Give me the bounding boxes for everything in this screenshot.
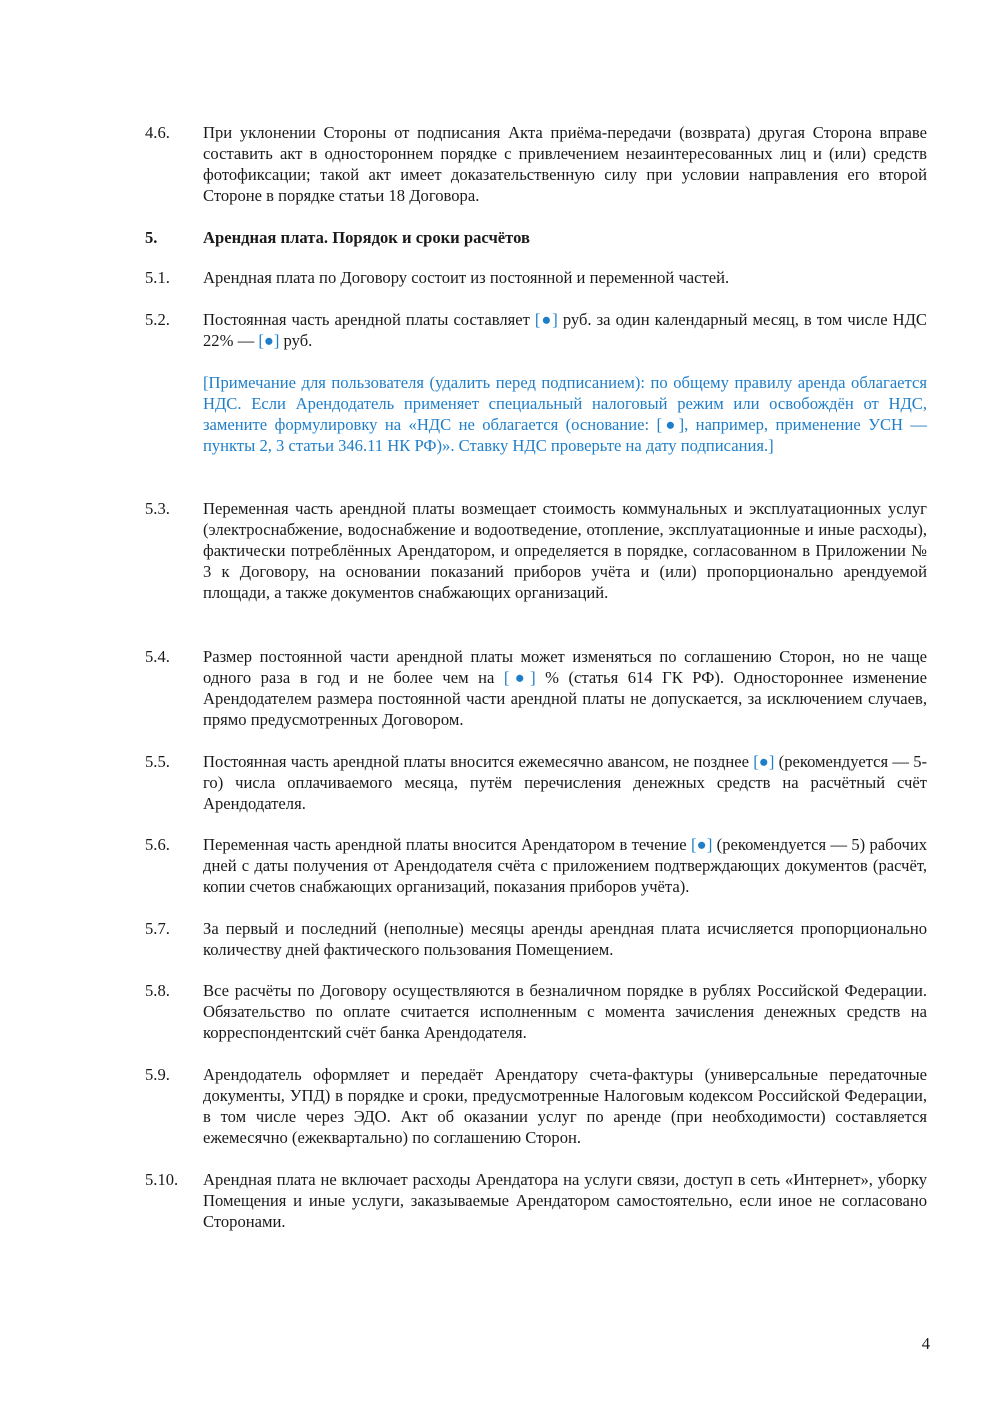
user-note-vat: [Примечание для пользователя (удалить перед подписанием): по общему правилу аренда облагается НДС. Если Арендодатель применяет специальный налоговый режим или освобождён от НДС, замените формулировку на «НДС не облагается (основание: [●], например, применение УСН — пункты 2, 3 статьи 346.11 НК РФ)». Ставку НДС проверьте на дату подписания.] (203, 373, 927, 455)
clause-text (203, 309, 927, 351)
clause-text: За первый и последний (неполные) месяцы аренды арендная плата исчисляется пропорционально количеству дней фактического пользования Помещением. (203, 919, 927, 959)
text-part: руб. за один календарный месяц, в том числе НДС 22% — (203, 310, 927, 350)
page-number: 4 (921, 1334, 930, 1353)
clause-text: Арендная плата не включает расходы Арендатора на услуги связи, доступ в сеть «Интернет», уборку Помещения и иные услуги, заказываемые Арендатором самостоятельно, если иное не согласовано Сторонами. (203, 1170, 927, 1231)
clause-5-5 (145, 751, 927, 814)
clause-number: 5.8. (145, 981, 170, 1000)
clause-4-6 (145, 122, 927, 206)
text-part: Постоянная часть арендной платы составляет (203, 310, 535, 329)
text-part: Размер постоянной части арендной платы может изменяться по соглашению Сторон, но не чаще одного раза в год и не более чем на (203, 647, 927, 687)
clause-text: Все расчёты по Договору осуществляются в безналичном порядке в рублях Российской Федерации. Обязательство по оплате считается исполненным с момента зачисления денежных средств на корреспондентский счёт банка Арендодателя. (203, 981, 927, 1042)
placeholder-marker: [●] (534, 310, 558, 329)
clause-number: 5.5. (145, 752, 170, 771)
clause-text: Переменная часть арендной платы возмещает стоимость коммунальных и эксплуатационных услуг (электроснабжение, водоснабжение и водоотведение, отопление, эксплуатационные и иные расходы), фактически потреблённых Арендатором, и определяется в порядке, согласованном в Приложении № 3 к Договору, на основании показаний приборов учёта и (или) пропорционально арендуемой площади, а также документов снабжающих организаций. (203, 499, 927, 602)
placeholder-marker: [●] (690, 835, 713, 854)
clause-5-8 (145, 980, 927, 1043)
clause-text (203, 751, 927, 814)
clause-number: 5.10. (145, 1170, 179, 1189)
clause-5-1 (145, 267, 927, 288)
text-part: % (статья 614 ГК РФ). Одностороннее изменение Арендодателем размера постоянной части арендной платы не допускается, за исключением случаев, прямо предусмотренных Договором. (203, 668, 928, 729)
clause-number: 5.6. (145, 835, 170, 854)
clause-5-10 (145, 1169, 927, 1232)
text-part: (рекомендуется — 5-го) числа оплачиваемого месяца, путём перечисления денежных средств на расчётный счёт Арендодателя. (203, 752, 928, 813)
clause-number: 5.4. (145, 647, 170, 666)
clause-text: При уклонении Стороны от подписания Акта приёма-передачи (возврата) другая Сторона вправе составить акт в одностороннем порядке с привлечением незаинтересованных лиц и (или) средств фотофиксации; такой акт имеет доказательственную силу при условии направления его второй Стороне в порядке статьи 18 Договора. (203, 123, 927, 205)
clause-5-9 (145, 1064, 927, 1148)
placeholder-marker: [●] (503, 668, 536, 687)
clause-number: 4.6. (145, 123, 170, 142)
clause-text (203, 834, 927, 897)
clause-number: 5.2. (145, 310, 170, 329)
clause-5-4 (145, 646, 927, 730)
placeholder-marker: [●] (753, 752, 775, 771)
clause-text: Арендная плата по Договору состоит из постоянной и переменной частей. (203, 268, 730, 287)
clause-5-6 (145, 834, 927, 897)
clause-number: 5.9. (145, 1065, 170, 1084)
clause-number: 5.1. (145, 268, 170, 287)
text-part: Постоянная часть арендной платы вносится ежемесячно авансом, не позднее (203, 752, 754, 771)
text-part: руб. (279, 331, 313, 350)
text-part: (рекомендуется — 5) рабочих дней с даты получения от Арендодателя счёта с приложением подтверждающих документов (расчёт, копии счетов снабжающих организаций, показания приборов учёта). (203, 835, 927, 896)
section-5-heading (145, 227, 927, 248)
section-title: Арендная плата. Порядок и сроки расчётов (203, 228, 530, 247)
clause-number: 5.3. (145, 499, 170, 518)
clause-number: 5.7. (145, 919, 170, 938)
placeholder-marker: [●] (258, 331, 280, 350)
clause-text: Арендодатель оформляет и передаёт Арендатору счета-фактуры (универсальные передаточные документы, УПД) в порядке и сроки, предусмотренные Налоговым кодексом Российской Федерации, в том числе через ЭДО. Акт об оказании услуг по аренде (при необходимости) составляется ежемесячно (ежеквартально) по соглашению Сторон. (203, 1065, 927, 1147)
clause-5-7 (145, 918, 927, 960)
text-part: Переменная часть арендной платы вносится Арендатором в течение (203, 835, 691, 854)
clause-5-3 (145, 498, 927, 603)
clause-5-2 (145, 309, 927, 351)
clause-text (203, 646, 927, 730)
section-number: 5. (145, 228, 158, 247)
